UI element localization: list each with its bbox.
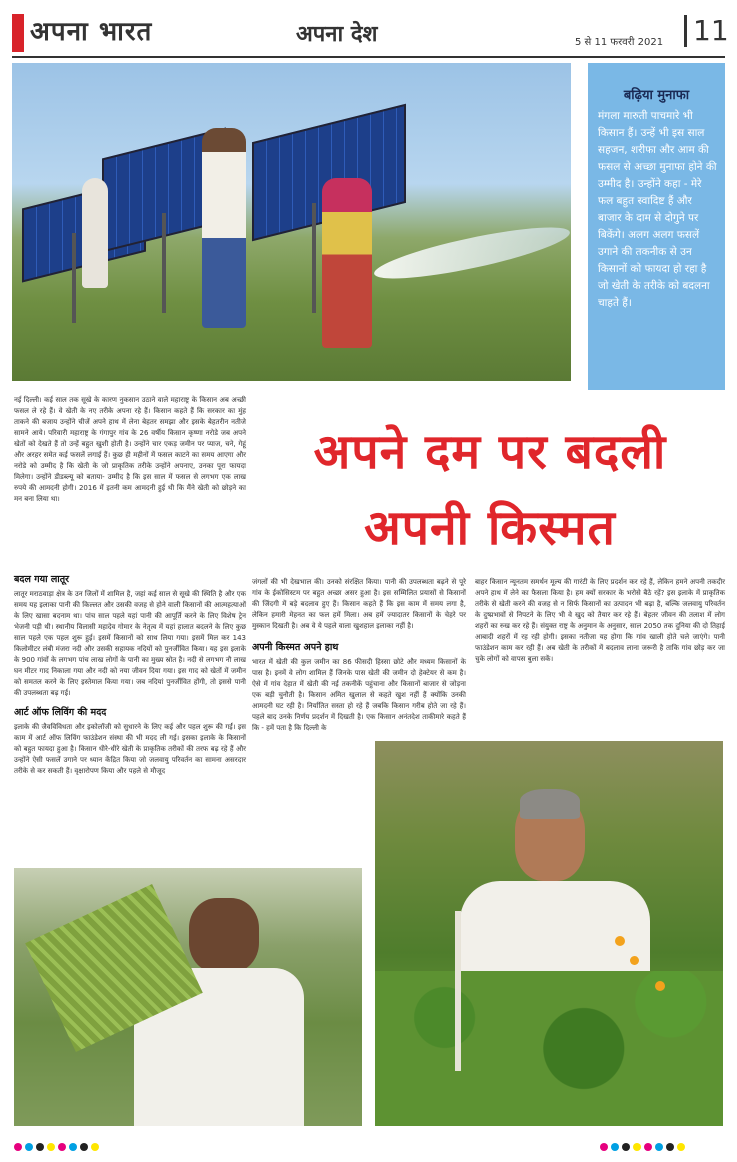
article-column-a — [14, 572, 246, 777]
subheading-latur: बदल गया लातूर — [14, 574, 70, 585]
subheading-own-destiny: अपनी किस्मत अपने हाथ — [252, 642, 339, 653]
article-column-b — [252, 577, 466, 734]
headline-line-2: अपनी किस्मत — [364, 500, 616, 556]
section-title: अपना देश — [296, 21, 378, 47]
article-column-c: बाहर किसान न्यूनतम समर्थन मूल्य की गारंटी के लिए प्रदर्शन कर रहे हैं, लेकिन हमने अपनी तकदीर अपने हाथ में लेने का फैसला किया है। हम क्यों सरकार के भरोसे बैठे रहें? इस इलाके में प्राकृतिक तरीके से खेती करने की वजह से न सिर्फ किसानों का उत्पादन भी बढ़ा है, बल्कि जलवायु परिवर्तन के दुष्प्रभावों से निपटने के लिए भी वे खुद को तैयार कर रहे हैं। बेहतर जीवन की तलाश में लोग शहरों का रुख कर रहे हैं। संयुक्त राष्ट्र के अनुमान के अनुसार, साल 2050 तक दुनिया की दो तिहाई आबादी शहरों में रह रही होगी। इसका नतीजा यह होगा कि गांव खाली होते चले जाएंगे। पानी फाउंडेशन काम कर रही हैं। अब खेती के तरीकों में बदलाव लाना जरूरी है ताकि गांव छोड़ कर जा चुके लोगों को वापस बुला सकें। — [475, 578, 725, 663]
header-rule — [12, 56, 725, 58]
farmer-field-photo — [375, 741, 723, 1126]
article-intro: नई दिल्ली। कई साल तक सूखे के कारण नुकसान उठाने वाले महाराष्ट्र के किसान अब अच्छी फसल ले रहे हैं। वे खेती के नए तरीके अपना रहे हैं। किसान कहते हैं कि सरकार का मुंह ताकने की बजाय उन्होंने चीजें अपने हाथ में लेना बेहतर समझा और इसके बेहतरीन नतीजे सामने आये। परिवारी महाराष्ट्र के गंगापुर गांव के 26 वर्षीय किसान कृष्णा नरोडे जब अपने खेतों को देखते हैं तो उन्हें बहुत खुशी होती है। उन्होंने चार एकड़ जमीन पर प्याज, चने, गेहूं और अरहर समेत कई फसलें लगाई हैं। कुछ ही महीनों में फसल काटने का समय आएगा और नरोडे को उम्मीद है कि खेती के जो प्राकृतिक तरीके उन्होंने अपनाए, उनका पूरा फायदा मिलेगा। उन्होंने डीडब्ल्यू को बताया- उम्मीद है कि इस साल में फसल से लगभग एक लाख रुपये की आमदनी होगी। 2016 में इतनी कम आमदनी हुई थी कि मैंने खेती को छोड़ने का मन बना लिया था। — [14, 396, 246, 503]
masthead-red-bar — [12, 14, 24, 52]
solar-pump-photo — [12, 63, 571, 381]
page-number: 11 — [693, 14, 729, 47]
page-number-divider — [684, 15, 687, 47]
farmer-drumstick-photo — [14, 868, 362, 1126]
column-a-text: लातूर मराठवाड़ा क्षेत्र के उन जिलों में शामिल है, जहां कई साल से सूखे की स्थिति है और एक समय यह इलाका पानी की किल्लत और उसकी वजह से होने वाली किसानों की आत्महत्याओं के लिए खासा बदनाम था। पांच साल पहले यहां पानी की आपूर्ति करने के लिए विशेष ट्रेन भेजनी पड़ी थी। स्थानीय विलासी महादेव गोमार के नेतृत्व में यहां हालात बदलने के लिए कुछ साल पहले एक पहल शुरू हुई। इसमें किसानों को साथ लिया गया। इसमें मिल कर 143 किलोमीटर लंबी मंजरा नदी और उसकी सहायक नदियों को पुनर्जीवित किया। यह इस इलाके के 900 गांवों के लगभग पांच लाख लोगों के पानी का मुख्य स्रोत है। नदी से लगभग नौ लाख घन मीटर गाद निकाला गया और नदी को नया जीवन दिया गया। इस गाद को खेतों में जमीन को समतल करने के लिए इस्तेमाल किया गया। जब नदियां पुनर्जीवित होंगी, तो इससे पानी की उपलब्धता बढ़ गई। — [14, 590, 246, 697]
sidebar-title: बढ़िया मुनाफा — [623, 88, 690, 103]
registration-marks-left — [14, 1136, 134, 1146]
column-b-text: जंगलों की भी देखभाल की। उनको संरक्षित किया। पानी की उपलब्धता बढ़ने से पूरे गांव के ईकोसिस्टम पर बहुत अच्छा असर हुआ है। इस सम्मिलित प्रयासों से किसानों की जिंदगी में बड़े बदलाव हुए हैं। किसान कहते हैं कि इस काम में समय लगा है, लेकिन हमारी मेहनत का फल हमें मिला। अब हमें ज्यादातर किसानों के चेहरे पर मुस्कान दिखती है। अब वे ये पहले वाला खुशहाल इलाका नहीं है। — [252, 578, 466, 630]
headline-line-1: अपने दम पर बदली — [313, 424, 667, 480]
sidebar-box — [588, 63, 725, 390]
subheading-art-of-living: आर्ट ऑफ लिविंग की मदद — [14, 707, 107, 718]
registration-marks-right — [600, 1136, 725, 1146]
headline — [250, 414, 730, 566]
column-a-text-2: इलाके की जैवविविधता और इकोलॉजी को सुधारने के लिए कई और पहल शुरू की गईं। इस काम में आर्ट ऑफ लिविंग फाउंडेशन संस्था की भी मदद ली गई। इसका इलाके के किसानों को बहुत फायदा हुआ है। किसान धीरे-धीरे खेती के प्राकृतिक तरीकों की तरफ बढ़ रहे हैं और उन्होंने ऐसी फसलें उगाने पर ध्यान केंद्रित किया जो जलवायु परिवर्तन का सामना असरदार तरीके से कर सकती हैं। वृक्षारोपण किया और पहले से मौजूद — [14, 723, 246, 775]
issue-date: 5 से 11 फरवरी 2021 — [575, 37, 664, 48]
column-b-text-2: भारत में खेती की कुल जमीन का 86 फीसदी हिस्सा छोटे और मध्यम किसानों के पास है। इनमें वे लोग शामिल हैं जिनके पास खेती की जमीन दो हेक्टेयर से कम है। ऐसे में गांव देहात में खेती की नई तकनीकें पहुंचाना और किसानों बाजार से जोड़ना एक बड़ी चुनौती है। किसान अमित खुलाल से कहते खुश नहीं हैं क्योंकि उनकी आमदनी घट रही है। निर्यातित सस्ता हो रहे हैं जबकि किसान गरीब होते जा रहे हैं। पहले बाद उनके निर्णय प्रदर्शन में दिखती है। एक किसान अनंतदेश ताकीमारे कहते हैं कि - हमें पता है कि दिल्ली के — [252, 658, 466, 732]
publication-brand: अपना भारत — [30, 17, 153, 47]
sidebar-body: मंगला मारुती पाचमारे भी किसान हैं। उन्हें भी इस साल सहजन, शरीफा और आम की फसल से अच्छा मुनाफा होने की उम्मीद है। उन्होंने कहा - मेरे फल बहुत स्वादिष्ट हैं और बाजार के दाम से दोगुने पर बिकेंगे। अलग अलग फसलें उगाने की तकनीक से उन किसानों को फायदा हो रहा है जो खेती के तरीके को बदलना चाहते हैं। — [598, 110, 717, 309]
